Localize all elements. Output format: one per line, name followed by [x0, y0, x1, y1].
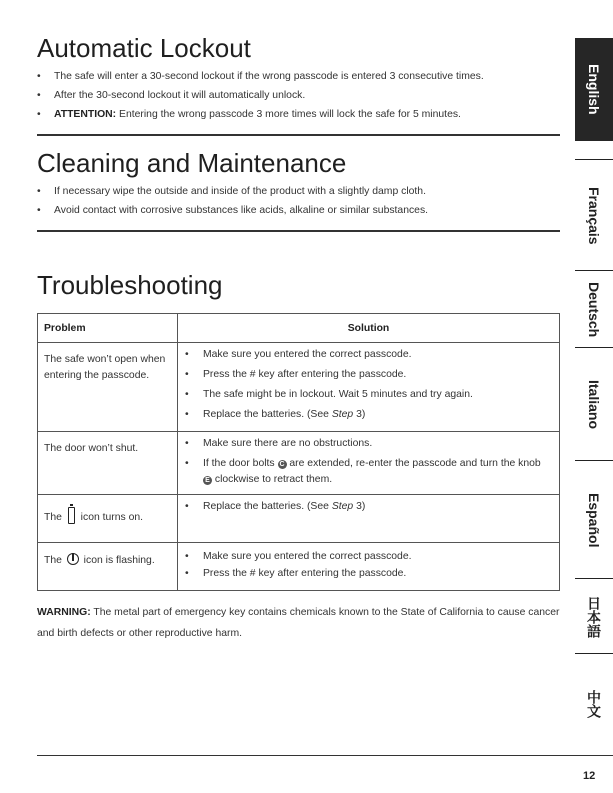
- step-ref: Step: [331, 409, 354, 420]
- page-number: 12: [583, 770, 596, 782]
- warning-text: [37, 602, 560, 644]
- lockout-list: [37, 67, 560, 124]
- tab-label: Italiano: [586, 379, 602, 429]
- list-item: • Make sure there are no obstructions.: [185, 434, 549, 454]
- list-item: • Make sure you entered the correct passcode.: [185, 548, 549, 565]
- tab-francais[interactable]: [575, 159, 613, 271]
- text: icon is flashing.: [80, 555, 155, 566]
- attention-text: Entering the wrong passcode 3 more times will lock the safe for 5 minutes.: [116, 109, 461, 120]
- table-header-row: [38, 314, 560, 343]
- list-item: • Avoid contact with corrosive substances like acids, alkaline or similar substances.: [37, 201, 560, 220]
- tab-label: Español: [586, 492, 602, 548]
- tab-espanol[interactable]: [575, 460, 613, 579]
- text: clockwise to retract them.: [212, 474, 333, 485]
- text: Replace the batteries. (See: [203, 501, 332, 512]
- problem-cell: The door won’t shut.: [38, 432, 178, 495]
- list-item: • Press the # key after entering the passcode.: [185, 365, 549, 385]
- tab-label: 中文: [586, 690, 602, 718]
- tab-label: 日本語: [586, 595, 602, 638]
- troubleshooting-table: [37, 313, 560, 591]
- attention-label: ATTENTION:: [54, 109, 117, 120]
- list-item: • If necessary wipe the outside and inside of the product with a slightly damp cloth.: [37, 182, 560, 201]
- battery-icon: [68, 507, 75, 524]
- solution-cell: [178, 432, 560, 495]
- list-item: [37, 105, 560, 124]
- door-bolts-badge-icon: C: [279, 461, 285, 468]
- list-item: [185, 405, 549, 425]
- tab-japanese[interactable]: [575, 578, 613, 654]
- problem-cell: [38, 543, 178, 591]
- text: Replace the batteries. (See: [203, 409, 332, 420]
- text: 3): [353, 409, 366, 420]
- list-item: [185, 497, 549, 517]
- power-icon: [67, 553, 79, 565]
- solution-cell: [178, 495, 560, 543]
- section-title-cleaning: Cleaning and Maintenance: [37, 148, 347, 178]
- list-item: • The safe might be in lockout. Wait 5 minutes and try again.: [185, 385, 549, 405]
- tab-label: Français: [586, 186, 602, 245]
- table-row: [38, 543, 560, 591]
- header-solution: Solution: [178, 314, 560, 343]
- warning-body: The metal part of emergency key contains chemicals known to the State of California to cause cancer and birth defects or other reproductive harm.: [37, 607, 560, 639]
- text: icon turns on.: [77, 512, 144, 523]
- list-item: • After the 30-second lockout it will automatically unlock.: [37, 86, 560, 105]
- list-item: • Press the # key after entering the passcode.: [185, 565, 549, 582]
- text: The: [44, 512, 65, 523]
- tab-english[interactable]: [575, 38, 613, 141]
- list-item: [185, 454, 549, 490]
- knob-badge-icon: E: [203, 476, 212, 485]
- cleaning-list: [37, 182, 560, 220]
- text: The: [44, 555, 65, 566]
- tab-label: English: [586, 64, 602, 115]
- tab-deutsch[interactable]: [575, 270, 613, 348]
- section-divider: [37, 230, 560, 232]
- text: If the door bolts: [203, 458, 278, 469]
- problem-cell: The safe won’t open when entering the passcode.: [38, 343, 178, 432]
- text: are extended, re-enter the passcode and turn the knob: [286, 458, 541, 469]
- warning-label: WARNING:: [37, 607, 91, 618]
- section-divider: [37, 134, 560, 136]
- tab-italiano[interactable]: [575, 347, 613, 461]
- list-item: • Make sure you entered the correct passcode.: [185, 345, 549, 365]
- solution-cell: [178, 543, 560, 591]
- table-row: [38, 495, 560, 543]
- solution-cell: [178, 343, 560, 432]
- list-item: • The safe will enter a 30-second lockout if the wrong passcode is entered 3 consecutive times.: [37, 67, 560, 86]
- problem-cell: [38, 495, 178, 543]
- step-ref: Step: [331, 501, 354, 512]
- footer-divider: [37, 755, 613, 756]
- text: 3): [353, 501, 366, 512]
- section-title-troubleshooting: Troubleshooting: [37, 270, 223, 300]
- tab-label: Deutsch: [586, 281, 602, 338]
- table-row: [38, 432, 560, 495]
- tab-chinese[interactable]: [575, 653, 613, 754]
- header-problem: Problem: [38, 314, 178, 343]
- section-title-automatic-lockout: Automatic Lockout: [37, 33, 251, 63]
- table-row: [38, 343, 560, 432]
